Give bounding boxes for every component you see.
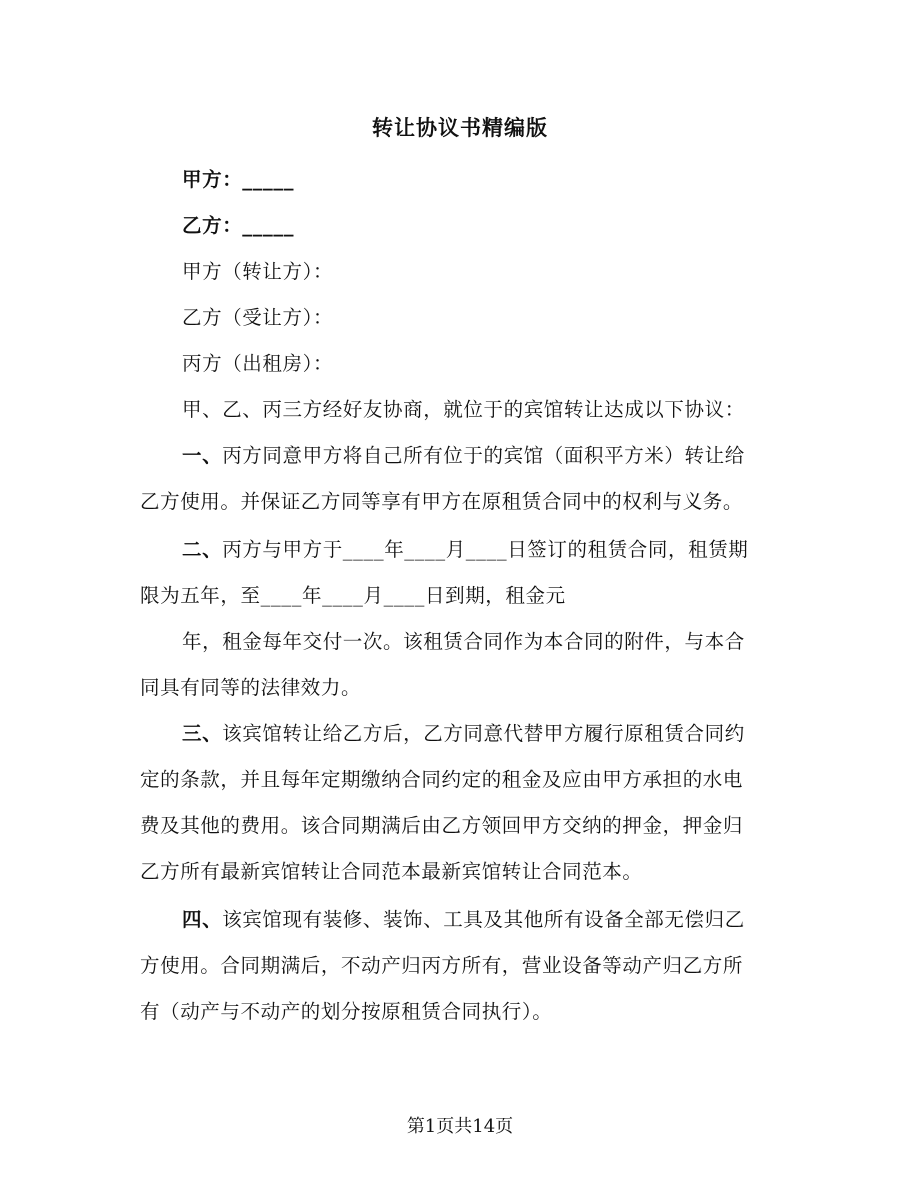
clause-3-number: 三、: [182, 722, 223, 745]
intro-paragraph: 甲、乙、丙三方经好友协商，就位于的宾馆转让达成以下协议：: [182, 398, 745, 421]
clause-1-text-1: 丙方同意甲方将自己所有位于的宾馆（面积平方米）转让给: [222, 444, 745, 467]
clause-3-line-3: 费及其他的费用。该合同期满后由乙方领回甲方交纳的押金，押金归: [140, 814, 744, 837]
clause-3-line-2: 定的条款，并且每年定期缴纳合同约定的租金及应由甲方承担的水电: [140, 768, 744, 791]
clause-3-line-4: 乙方所有最新宾馆转让合同范本最新宾馆转让合同范本。: [140, 860, 643, 883]
clause-1-number: 一、: [182, 444, 223, 467]
clause-2-number: 二、: [182, 538, 223, 561]
clause-2-text-1: 丙方与甲方于____年____月____日签订的租赁合同，租赁期: [222, 538, 749, 561]
clause-2-line-2: 限为五年，至____年____月____日到期，租金元: [140, 584, 566, 607]
clause-3-text-1: 该宾馆转让给乙方后，乙方同意代替甲方履行原租赁合同约: [222, 722, 745, 745]
clause-2-line-3: 年，租金每年交付一次。该租赁合同作为本合同的附件，与本合: [182, 630, 745, 653]
clause-3-line-1: [182, 724, 745, 744]
clause-4-number: 四、: [182, 908, 223, 931]
party-b-role: 乙方（受让方）：: [182, 306, 334, 329]
clause-2-line-4: 同具有同等的法律效力。: [140, 676, 362, 699]
party-b-label: 乙方：_____: [182, 214, 295, 237]
clause-4-line-3: 有（动产与不动产的划分按原租赁合同执行）。: [140, 1000, 553, 1023]
party-a-role: 甲方（转让方）：: [182, 260, 334, 283]
clause-4-text-1: 该宾馆现有装修、装饰、工具及其他所有设备全部无偿归乙: [222, 908, 745, 931]
party-a-label: 甲方：_____: [182, 168, 295, 191]
clause-1-line-1: [182, 446, 745, 466]
clause-2-line-1: [182, 540, 748, 560]
clause-4-line-2: 方使用。合同期满后，不动产归丙方所有，营业设备等动产归乙方所: [140, 954, 744, 977]
page-indicator: 第1页共14页: [406, 1116, 514, 1137]
document-title: 转让协议书精编版: [372, 115, 548, 140]
clause-1-line-2: 乙方使用。并保证乙方同等享有甲方在原租赁合同中的权利与义务。: [140, 490, 744, 513]
clause-4-line-1: [182, 910, 745, 930]
party-c-role: 丙方（出租房）：: [182, 352, 334, 375]
